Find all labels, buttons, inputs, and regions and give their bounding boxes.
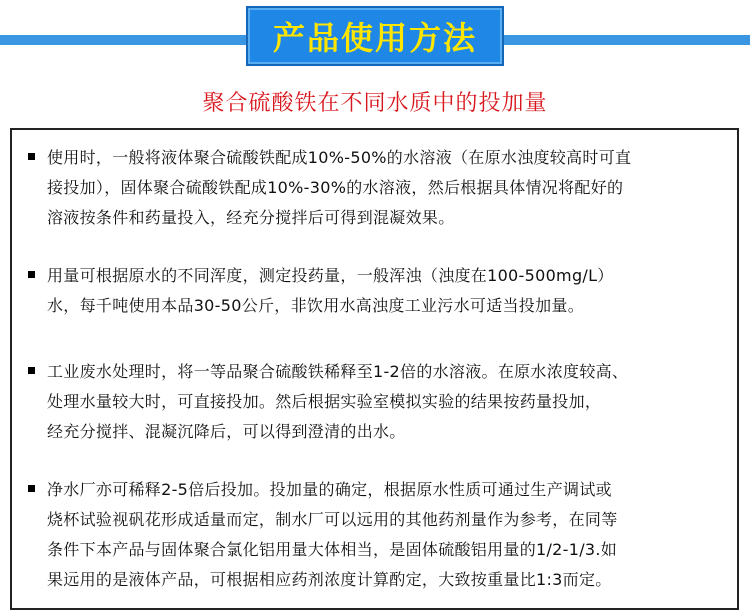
list-item-text: 使用时，一般将液体聚合硫酸铁配成10%-50%的水溶液（在原水浊度较高时可直 接投加），固体聚合硫酸铁配成10%-30%的水溶液，然后根据具体情况将配好的 溶液按条件和药量投入，经充分搅拌后可得到混凝效果。 xyxy=(47,148,632,227)
list-item-text: 工业废水处理时，将一等品聚合硫酸铁稀释至1-2倍的水溶液。在原水浓度较高、 处理水量较大时，可直接投加。然后根据实验室模拟实验的结果按药量投加， 经充分搅拌、混凝沉降后，可以得到澄清的出水。 xyxy=(47,362,629,441)
list-item xyxy=(28,143,728,233)
list-item xyxy=(28,357,728,447)
list-item xyxy=(28,261,728,321)
bullet-icon xyxy=(28,271,35,278)
title-banner xyxy=(246,6,504,66)
content-box xyxy=(10,128,739,610)
list-item xyxy=(28,475,728,595)
page-title: 产品使用方法 xyxy=(272,19,477,57)
list-item-text: 用量可根据原水的不同浑度，测定投药量，一般浑浊（浊度在100-500mg/L） 水，每千吨使用本品30-50公斤，非饮用水高浊度工业污水可适当投加量。 xyxy=(47,266,614,315)
bullet-icon xyxy=(28,153,35,160)
bullet-icon xyxy=(28,367,35,374)
bullet-icon xyxy=(28,485,35,492)
page-subtitle: 聚合硫酸铁在不同水质中的投加量 xyxy=(202,91,548,116)
list-item-text: 净水厂亦可稀释2-5倍后投加。投加量的确定，根据原水性质可通过生产调试或 烧杯试验视矾花形成适量而定，制水厂可以远用的其他药剂量作为参考，在同等 条件下本产品与固体聚合氯化铝用量大体相当，是固体硫酸铝用量的1/2-1/3.如 果远用的是液体产品，可根据相应药剂浓度计算酌定，大致按重量比1:3而定。 xyxy=(47,480,618,589)
